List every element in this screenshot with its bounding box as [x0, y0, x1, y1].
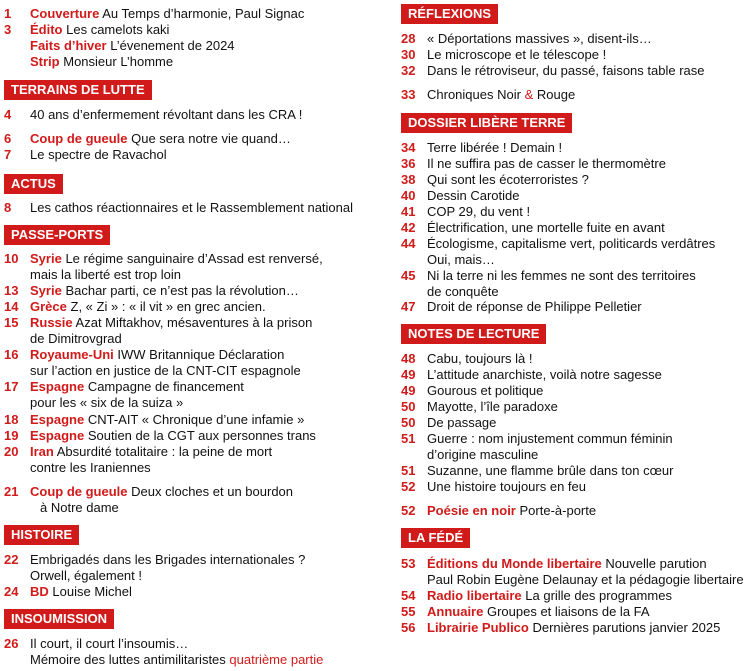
entry-label: Couverture: [30, 6, 100, 21]
section-header-terrains: TERRAINS DE LUTTE: [4, 80, 152, 100]
entry-title: Électrification, une mortelle fuite en avant: [427, 220, 665, 235]
entry-title: Droit de réponse de Philippe Pelletier: [427, 299, 642, 314]
entry-title: Louise Michel: [52, 584, 132, 599]
entry-title: Les cathos réactionnaires et le Rassemblement national: [30, 200, 354, 215]
entry-title: Soutien de la CGT aux personnes trans: [87, 428, 316, 443]
entry-title-continued: de Dimitrovgrad: [30, 331, 122, 346]
entry-part-label: quatrième partie: [229, 652, 324, 667]
entry-title-continued: mais la liberté est trop loin: [30, 267, 182, 282]
entry-label: Espagne: [30, 412, 85, 427]
page-number: 17: [4, 379, 19, 394]
page-number: 56: [401, 620, 416, 635]
entry-title-continued: de conquête: [427, 284, 499, 299]
entry-label: Strip: [30, 54, 60, 69]
entry-label: Russie: [30, 315, 73, 330]
page-number: 20: [4, 444, 19, 459]
page-number: 6: [4, 131, 12, 146]
entry-label: Royaume-Uni: [30, 347, 114, 362]
page-number: 26: [4, 636, 19, 651]
page-number: 19: [4, 428, 19, 443]
entry-title: De passage: [427, 415, 497, 430]
page-number: 24: [4, 584, 19, 599]
page-number: 14: [4, 299, 19, 314]
entry-title-continued: Oui, mais…: [427, 252, 495, 267]
page-number: 34: [401, 140, 416, 155]
entry-label: Iran: [30, 444, 54, 459]
page-number: 44: [401, 236, 416, 251]
entry-label: Éditions du Monde libertaire: [427, 556, 602, 571]
entry-title: Z, « Zi » : « il vit » en grec ancien.: [70, 299, 266, 314]
section-header-notes: NOTES DE LECTURE: [401, 324, 546, 344]
entry-title-continued: pour les « six de la suiza »: [30, 395, 184, 410]
entry-title: CNT-AIT « Chronique d’une infamie »: [87, 412, 305, 427]
entry-title-continued: d’origine masculine: [427, 447, 539, 462]
page-number: 8: [4, 200, 12, 215]
page-number: 4: [4, 107, 12, 122]
entry-title: Chroniques Noir: [427, 87, 521, 102]
entry-title: 40 ans d’enfermement révoltant dans les CRA !: [30, 107, 303, 122]
entry-label: Espagne: [30, 428, 85, 443]
entry-title-continued: à Notre dame: [40, 500, 119, 515]
entry-title: Groupes et liaisons de la FA: [486, 604, 650, 619]
page-number: 47: [401, 299, 416, 314]
entry-title: Monsieur L’homme: [63, 54, 174, 69]
page-number: 45: [401, 268, 416, 283]
page-number: 48: [401, 351, 416, 366]
page-number: 42: [401, 220, 416, 235]
page-number: 32: [401, 63, 416, 78]
entry-title-continued: sur l’action en justice de la CNT-CIT espagnole: [30, 363, 301, 378]
entry-title: Le régime sanguinaire d’Assad est renversé,: [65, 251, 323, 266]
entry-title: « Déportations massives », disent-ils…: [427, 31, 652, 46]
page-number: 36: [401, 156, 416, 171]
page-number: 7: [4, 147, 12, 162]
entry-title: Embrigadés dans les Brigades internationales ?: [30, 552, 306, 567]
entry-title: Absurdité totalitaire : la peine de mort: [56, 444, 273, 459]
entry-label: Radio libertaire: [427, 588, 522, 603]
entry-title: Guerre : nom injustement commun féminin: [427, 431, 673, 446]
page-number: 51: [401, 431, 416, 446]
page-number: 38: [401, 172, 416, 187]
ampersand: &: [524, 87, 534, 102]
page-number: 40: [401, 188, 416, 203]
section-header-dossier: DOSSIER LIBÈRE TERRE: [401, 113, 572, 133]
entry-label: Édito: [30, 22, 63, 37]
entry-title-continued: contre les Iraniennes: [30, 460, 151, 475]
entry-title-continued: Orwell, également !: [30, 568, 142, 583]
entry-title: Il court, il court l’insoumis…: [30, 636, 189, 651]
entry-title-continued: Paul Robin Eugène Delaunay et la pédagogie libertaire: [427, 572, 744, 587]
entry-title: Deux cloches et un bourdon: [131, 484, 294, 499]
entry-title: Il ne suffira pas de casser le thermomètre: [427, 156, 666, 171]
page-number: 16: [4, 347, 19, 362]
page-number: 54: [401, 588, 416, 603]
section-header-actus: ACTUS: [4, 174, 63, 194]
entry-label: Coup de gueule: [30, 131, 128, 146]
entry-title: IWW Britannique Déclaration: [117, 347, 285, 362]
page-number: 53: [401, 556, 416, 571]
page-number: 13: [4, 283, 19, 298]
page-number: 51: [401, 463, 416, 478]
entry-title: Dernières parutions janvier 2025: [532, 620, 721, 635]
page-number: 10: [4, 251, 19, 266]
page-number: 33: [401, 87, 416, 102]
entry-title: Terre libérée ! Demain !: [427, 140, 563, 155]
page-number: 21: [4, 484, 19, 499]
entry-label: Faits d’hiver: [30, 38, 107, 53]
entry-title: Écologisme, capitalisme vert, politicards verdâtres: [427, 236, 716, 251]
entry-label: Coup de gueule: [30, 484, 128, 499]
section-header-passeports: PASSE-PORTS: [4, 225, 110, 245]
page-number: 49: [401, 367, 416, 382]
entry-title: La grille des programmes: [525, 588, 672, 603]
section-header-insoumission: INSOUMISSION: [4, 609, 114, 629]
entry-label: Syrie: [30, 251, 62, 266]
entry-label: Librairie Publico: [427, 620, 529, 635]
page-number: 52: [401, 479, 416, 494]
page-number: 55: [401, 604, 416, 619]
entry-title-end: Rouge: [536, 87, 576, 102]
section-header-histoire: HISTOIRE: [4, 525, 79, 545]
entry-title: Cabu, toujours là !: [427, 351, 533, 366]
entry-label: Poésie en noir: [427, 503, 516, 518]
entry-label: Espagne: [30, 379, 85, 394]
entry-title: Le spectre de Ravachol: [30, 147, 167, 162]
entry-title: Gourous et politique: [427, 383, 544, 398]
entry-title-continued: Mémoire des luttes antimilitaristes: [30, 652, 226, 667]
entry-title: Nouvelle parution: [605, 556, 707, 571]
entry-title: Le microscope et le télescope !: [427, 47, 607, 62]
page-number: 50: [401, 415, 416, 430]
entry-title: Campagne de financement: [87, 379, 244, 394]
entry-title: COP 29, du vent !: [427, 204, 531, 219]
page-number: 30: [401, 47, 416, 62]
page-number: 41: [401, 204, 416, 219]
entry-title: Ni la terre ni les femmes ne sont des territoires: [427, 268, 696, 283]
entry-label: Annuaire: [427, 604, 484, 619]
page-number: 50: [401, 399, 416, 414]
entry-title: Au Temps d’harmonie, Paul Signac: [102, 6, 305, 21]
entry-title: Dans le rétroviseur, du passé, faisons table rase: [427, 63, 705, 78]
page-number: 1: [4, 6, 12, 21]
entry-label: Grèce: [30, 299, 67, 314]
entry-title: Porte-à-porte: [519, 503, 597, 518]
page-number: 49: [401, 383, 416, 398]
entry-label: Syrie: [30, 283, 62, 298]
entry-label: BD: [30, 584, 49, 599]
entry-title: Mayotte, l’île paradoxe: [427, 399, 558, 414]
entry-title: Les camelots kaki: [66, 22, 170, 37]
page-number: 52: [401, 503, 416, 518]
entry-title: Que sera notre vie quand…: [131, 131, 291, 146]
entry-title: Une histoire toujours en feu: [427, 479, 586, 494]
section-header-reflexions: RÉFLEXIONS: [401, 4, 498, 24]
entry-title: Dessin Carotide: [427, 188, 520, 203]
entry-title: Azat Miftakhov, mésaventures à la prison: [75, 315, 313, 330]
page-number: 18: [4, 412, 19, 427]
entry-title: L’attitude anarchiste, voilà notre sagesse: [427, 367, 662, 382]
entry-title: Bachar parti, ce n’est pas la révolution…: [65, 283, 299, 298]
page-number: 22: [4, 552, 19, 567]
page-number: 3: [4, 22, 12, 37]
page-number: 28: [401, 31, 416, 46]
entry-title: L’évenement de 2024: [110, 38, 235, 53]
entry-title: Suzanne, une flamme brûle dans ton cœur: [427, 463, 674, 478]
page-number: 15: [4, 315, 19, 330]
entry-title: Qui sont les écoterroristes ?: [427, 172, 589, 187]
section-header-fede: LA FÉDÉ: [401, 528, 470, 548]
